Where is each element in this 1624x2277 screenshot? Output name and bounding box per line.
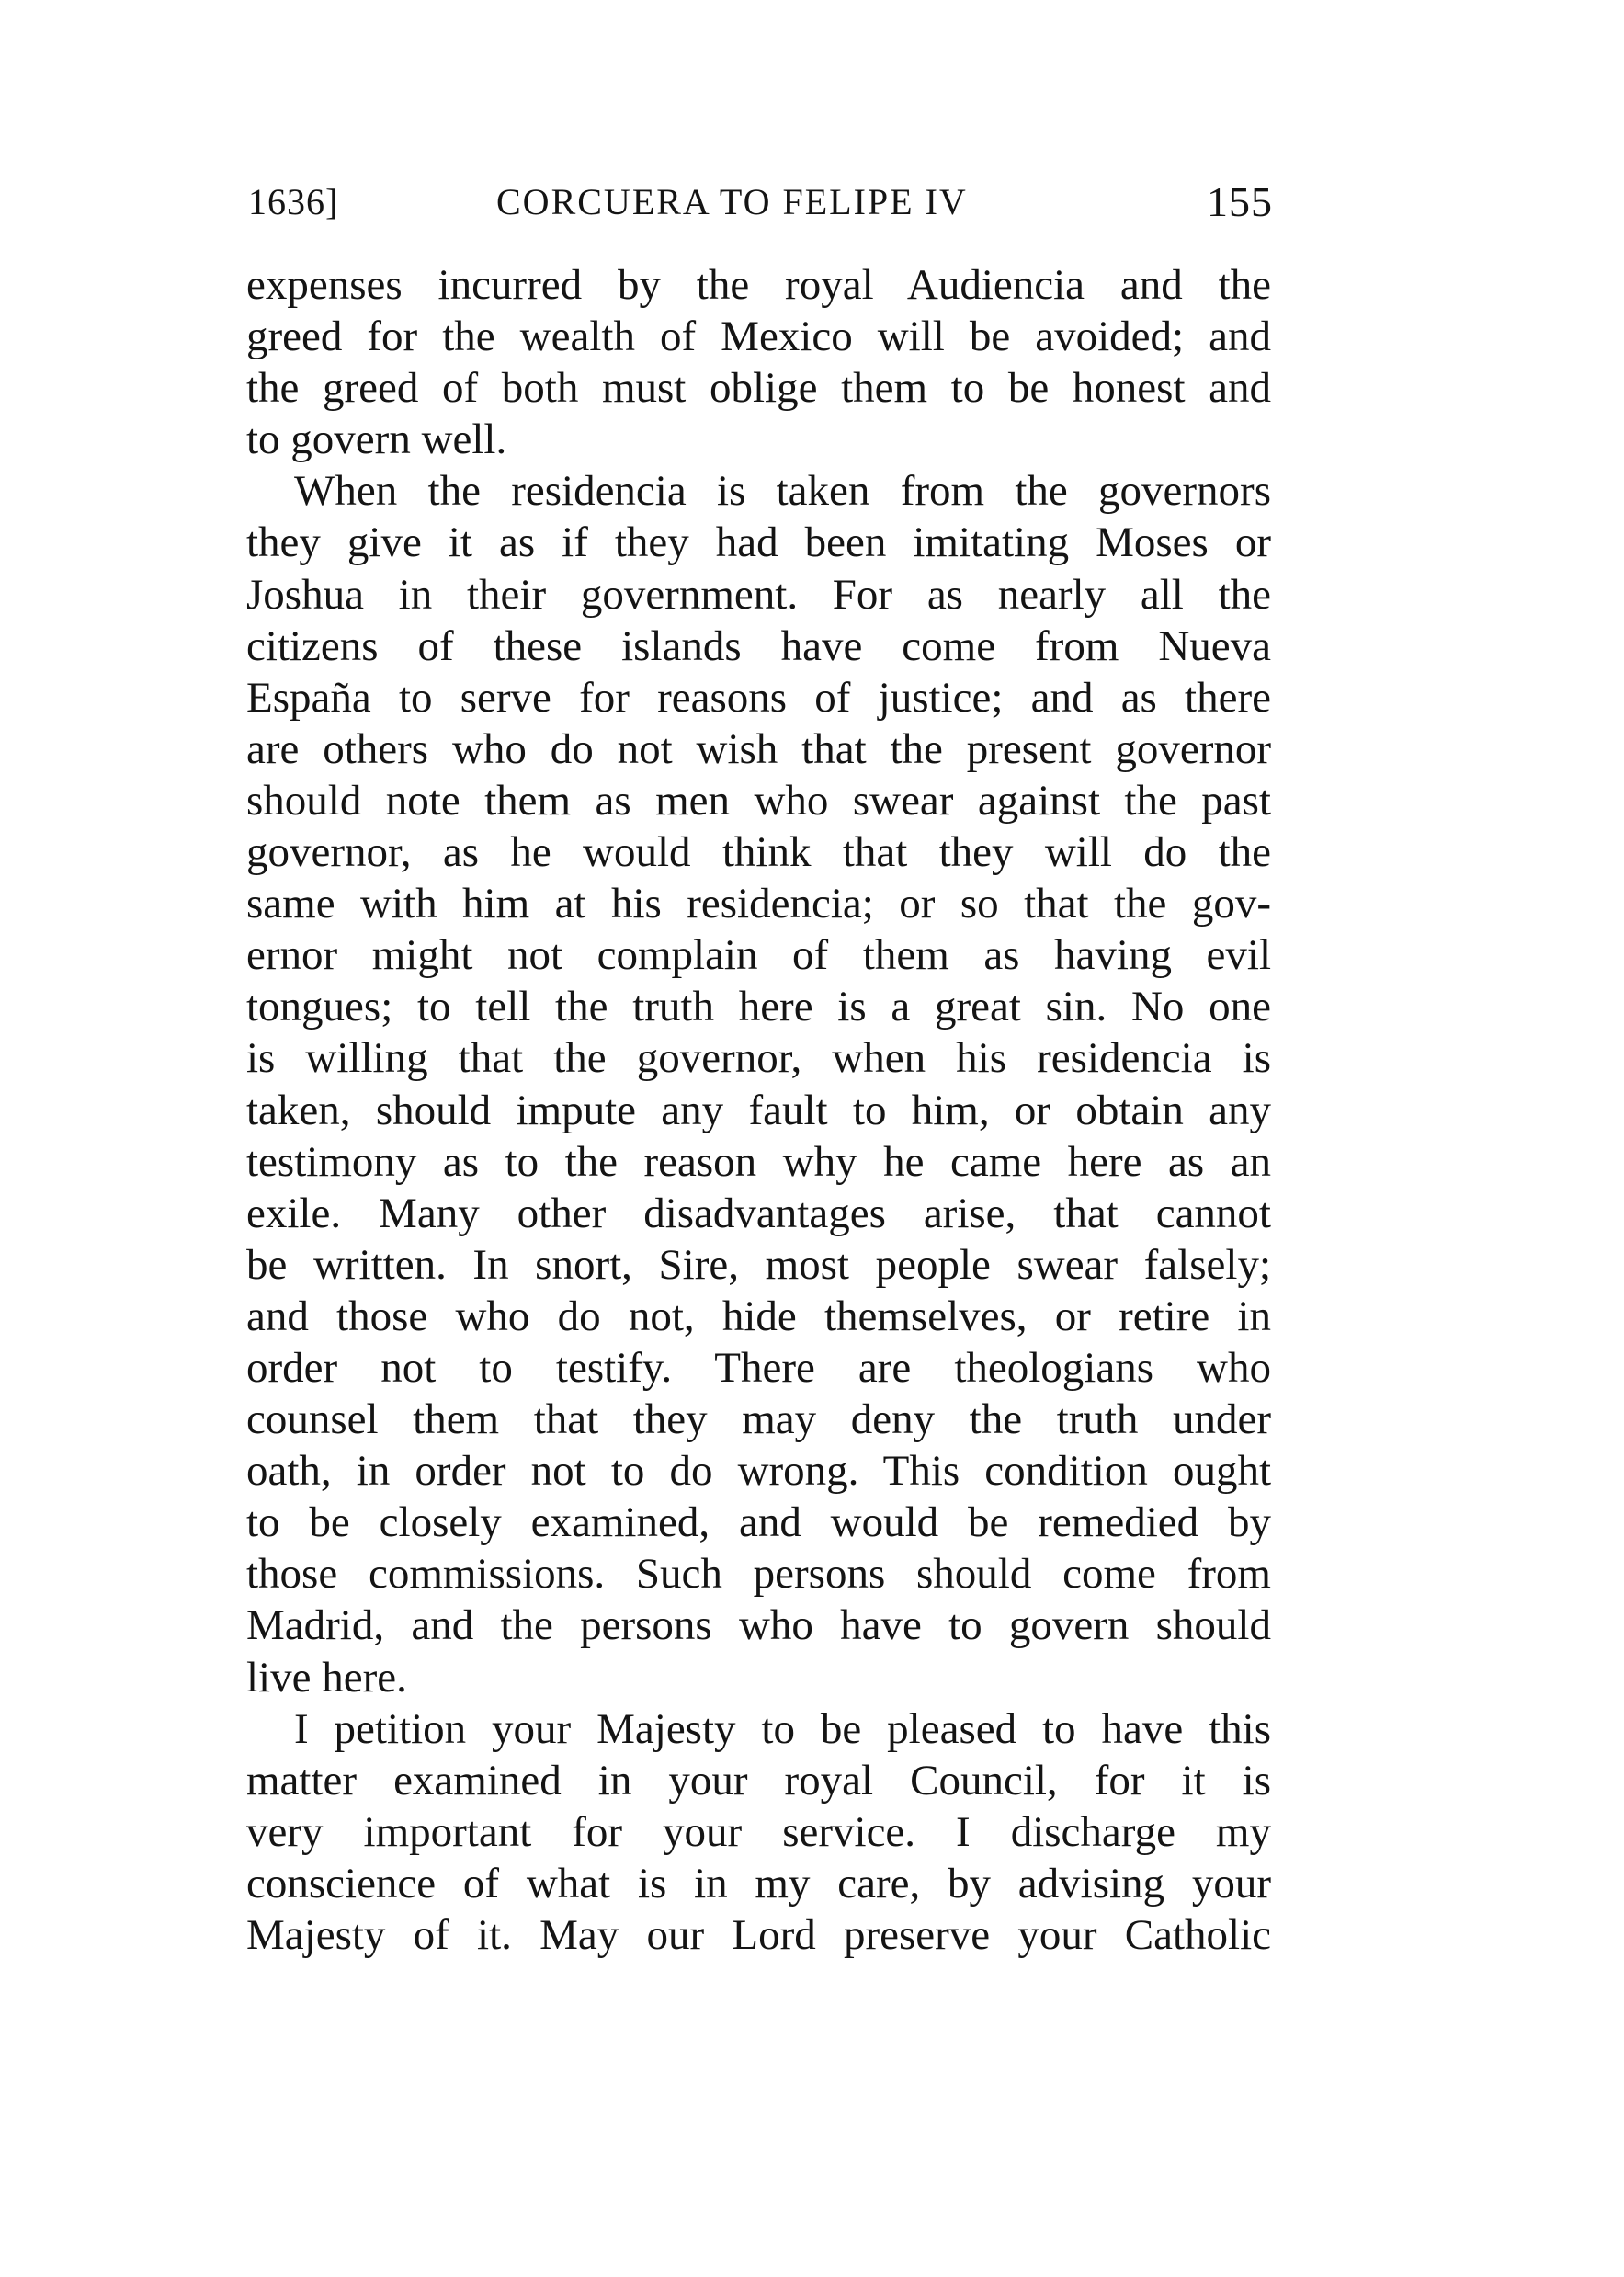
text-line: they give it as if they had been imitating Moses or <box>246 518 1271 567</box>
text-line: Madrid, and the persons who have to govern should <box>246 1601 1271 1650</box>
text-line: very important for your service. I discharge my <box>246 1807 1271 1856</box>
text-line: conscience of what is in my care, by advising your <box>246 1859 1271 1907</box>
text-line: I petition your Majesty to be pleased to have this <box>294 1704 1271 1753</box>
text-line: ernor might not complain of them as having evil <box>246 931 1271 980</box>
text-line: counsel them that they may deny the truth under <box>246 1395 1271 1444</box>
text-line: live here. <box>246 1653 407 1702</box>
text-line: is willing that the governor, when his residencia is <box>246 1034 1271 1083</box>
text-line: governor, as he would think that they will do the <box>246 828 1271 877</box>
text-line: to be closely examined, and would be remedied by <box>246 1498 1271 1547</box>
text-line: oath, in order not to do wrong. This condition ought <box>246 1447 1271 1496</box>
text-line: be written. In snort, Sire, most people swear falsely; <box>246 1240 1271 1289</box>
text-line: matter examined in your royal Council, for it is <box>246 1756 1271 1805</box>
text-line: tongues; to tell the truth here is a great sin. No one <box>246 983 1271 1031</box>
text-line: greed for the wealth of Mexico will be avoided; and <box>246 313 1271 361</box>
text-line: to govern well. <box>246 416 507 464</box>
text-line: Joshua in their government. For as nearly all the <box>246 570 1271 619</box>
running-head-year: 1636] <box>248 181 339 222</box>
text-line: España to serve for reasons of justice; and as there <box>246 673 1271 722</box>
page-number: 155 <box>1207 178 1273 225</box>
text-line: citizens of these islands have come from Nueva <box>246 621 1271 670</box>
text-line: expenses incurred by the royal Audiencia and the <box>246 261 1271 309</box>
text-line: When the residencia is taken from the governors <box>294 467 1271 516</box>
text-line: order not to testify. There are theologians who <box>246 1343 1271 1392</box>
text-line: and those who do not, hide themselves, or retire in <box>246 1292 1271 1340</box>
text-line: same with him at his residencia; or so that the gov- <box>246 880 1271 928</box>
text-line: are others who do not wish that the present governor <box>246 724 1271 773</box>
text-line: Majesty of it. May our Lord preserve your Catholic <box>246 1911 1271 1959</box>
text-line: the greed of both must oblige them to be honest and <box>246 364 1271 413</box>
text-line: those commissions. Such persons should come from <box>246 1550 1271 1599</box>
running-head <box>248 175 1273 230</box>
text-line: taken, should impute any fault to him, or obtain any <box>246 1086 1271 1134</box>
text-line: exile. Many other disadvantages arise, that cannot <box>246 1189 1271 1237</box>
body-text <box>246 259 1271 1961</box>
text-line: should note them as men who swear against the past <box>246 776 1271 825</box>
running-head-title: CORCUERA TO FELIPE IV <box>496 181 968 222</box>
text-line: testimony as to the reason why he came here as an <box>246 1137 1271 1186</box>
